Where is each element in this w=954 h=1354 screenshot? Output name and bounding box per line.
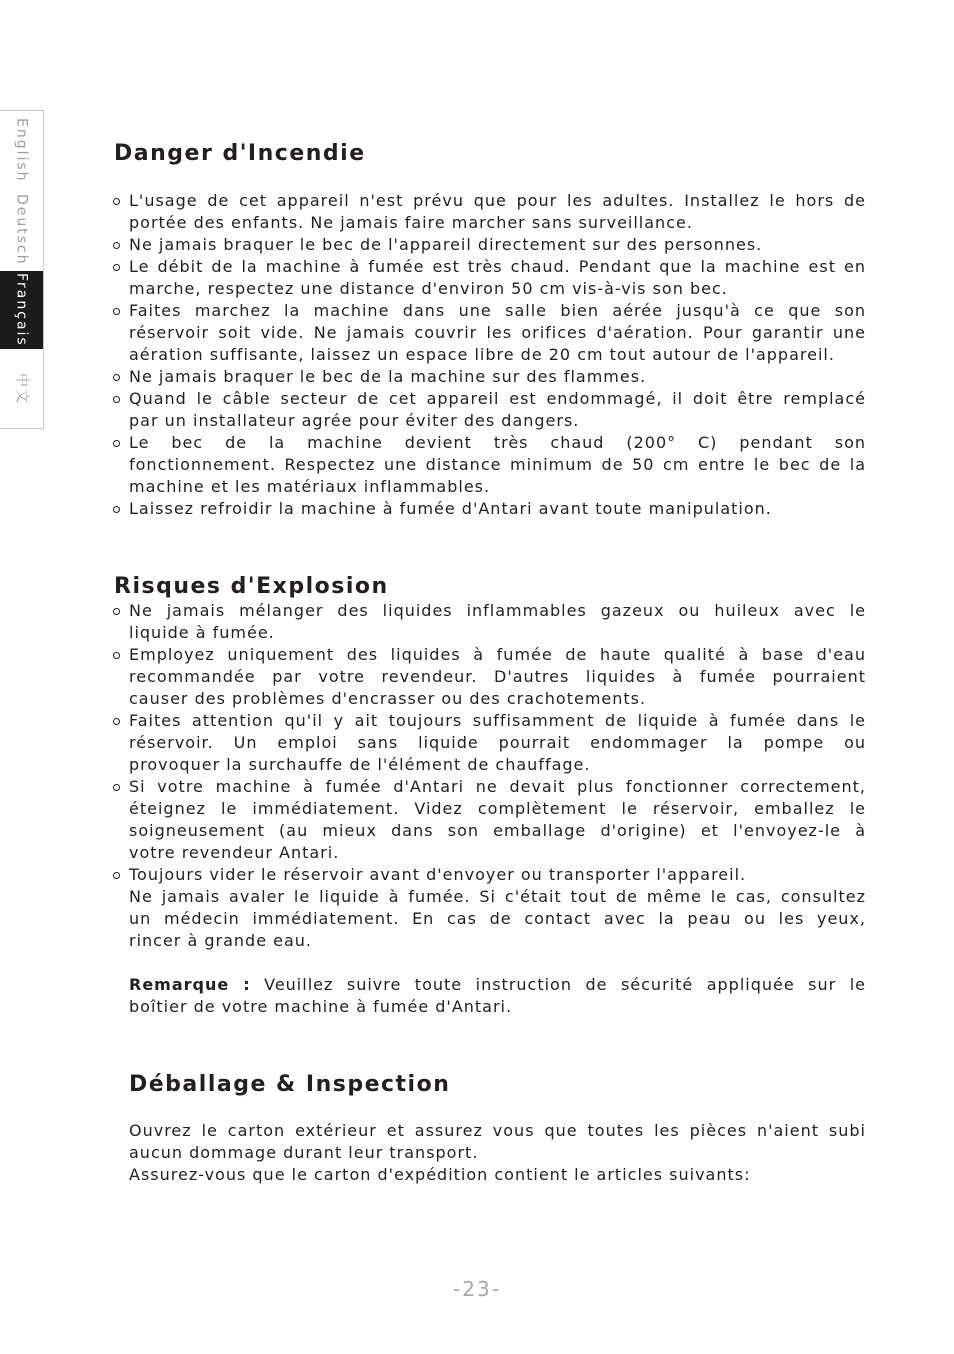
item-line (129, 256, 866, 278)
list-item (129, 388, 866, 432)
item-text: Ne jamais mélanger des liquides inflammables gazeux ou huileux avec le (129, 601, 866, 620)
item-text: aération suffisante, laissez un espace libre de 20 cm tout autour de l'appareil. (129, 345, 835, 364)
item-text: Toujours vider le réservoir avant d'envoyer ou transporter l'appareil. (129, 865, 747, 884)
item-line (129, 498, 866, 520)
language-tab-label: English (13, 117, 30, 183)
remark-label: Remarque : (129, 975, 251, 994)
item-line (129, 688, 866, 710)
paragraph-text: aucun dommage durant leur transport. (129, 1143, 479, 1162)
list-item (129, 644, 866, 710)
paragraph-spacer (129, 952, 866, 974)
language-tab-label: Français (13, 273, 30, 347)
section-title-explosion: Risques d'Explosion (114, 574, 389, 599)
item-line (129, 622, 866, 644)
language-tab-label: Deutsch (13, 194, 30, 266)
list-item (129, 776, 866, 864)
item-line (129, 322, 866, 344)
list-item (129, 300, 866, 366)
item-line (129, 732, 866, 754)
item-line (129, 644, 866, 666)
item-text: Laissez refroidir la machine à fumée d'Antari avant toute manipulation. (129, 499, 772, 518)
item-line (129, 300, 866, 322)
explosion-bullet-list (129, 600, 866, 1018)
paragraph-text: Ouvrez le carton extérieur et assurez vous que toutes les pièces n'aient subi (129, 1121, 866, 1140)
item-line (129, 410, 866, 432)
item-text: Quand le câble secteur de cet appareil est endommagé, il doit être remplacé (129, 389, 866, 408)
item-line (129, 366, 866, 388)
item-line (129, 754, 866, 776)
item-text: réservoir soit vide. Ne jamais couvrir les orifices d'aération. Pour garantir une (129, 323, 866, 342)
item-line (129, 798, 866, 820)
bullet-icon (113, 652, 120, 659)
bullet-icon (113, 308, 120, 315)
item-text: Le bec de la machine devient très chaud (200° C) pendant son (129, 433, 866, 452)
item-text: machine et les matériaux inflammables. (129, 477, 491, 496)
note-line (129, 908, 866, 930)
item-line (129, 710, 866, 732)
remark-text: Veuillez suivre toute instruction de sécurité appliquée sur le (264, 975, 867, 994)
item-text: Le débit de la machine à fumée est très chaud. Pendant que la machine est en (129, 257, 866, 276)
note-line (129, 930, 866, 952)
note-line (129, 886, 866, 908)
item-text: Faites attention qu'il y ait toujours suffisamment de liquide à fumée dans le (129, 711, 866, 730)
item-line (129, 600, 866, 622)
item-text: votre revendeur Antari. (129, 843, 340, 862)
bullet-icon (113, 608, 120, 615)
item-text: portée des enfants. Ne jamais faire marcher sans surveillance. (129, 213, 693, 232)
item-text: Ne jamais braquer le bec de l'appareil directement sur des personnes. (129, 235, 763, 254)
item-text: par un installateur agrée pour éviter des dangers. (129, 411, 580, 430)
item-text: Employez uniquement des liquides à fumée de haute qualité à base d'eau (129, 645, 866, 664)
bullet-icon (113, 396, 120, 403)
item-line (129, 278, 866, 300)
bullet-icon (113, 784, 120, 791)
list-item (129, 190, 866, 234)
list-item (129, 864, 866, 886)
unpacking-paragraph (129, 1120, 866, 1186)
remark-text: boîtier de votre machine à fumée d'Antari. (129, 997, 513, 1016)
item-text: Si votre machine à fumée d'Antari ne devait plus fonctionner correctement, (129, 777, 866, 796)
note-text: rincer à grande eau. (129, 931, 312, 950)
language-tab-label: 中文 (13, 372, 30, 405)
item-text: causer des problèmes d'encrasser ou des crachotements. (129, 689, 647, 708)
item-text: réservoir. Un emploi sans liquide pourrait endommager la pompe ou (129, 733, 866, 752)
list-item (129, 710, 866, 776)
item-text: provoquer la surchauffe de l'élément de chauffage. (129, 755, 591, 774)
item-text: Faites marchez la machine dans une salle bien aérée jusqu'à ce que son (129, 301, 866, 320)
page-number: -23- (453, 1277, 501, 1301)
language-tab-english (0, 111, 43, 189)
item-line (129, 432, 866, 454)
language-tab-francais (0, 271, 43, 349)
item-line (129, 212, 866, 234)
remark-paragraph (129, 974, 866, 1018)
bullet-icon (113, 718, 120, 725)
note-paragraph (129, 886, 866, 952)
bullet-icon (113, 506, 120, 513)
bullet-icon (113, 374, 120, 381)
note-text: un médecin immédiatement. En cas de contact avec la peau ou les yeux, (129, 909, 866, 928)
item-line (129, 864, 866, 886)
item-text: soigneusement (au mieux dans son emballage d'origine) et l'envoyez-le à (129, 821, 866, 840)
paragraph-line (129, 1142, 866, 1164)
item-line (129, 388, 866, 410)
item-text: fonctionnement. Respectez une distance minimum de 50 cm entre le bec de la (129, 455, 866, 474)
item-line (129, 190, 866, 212)
item-line (129, 454, 866, 476)
item-line (129, 776, 866, 798)
paragraph-line (129, 1120, 866, 1142)
item-text: L'usage de cet appareil n'est prévu que pour les adultes. Installez le hors de (129, 191, 866, 210)
list-item (129, 432, 866, 498)
language-tab-chinese (0, 349, 43, 428)
item-text: éteignez le immédiatement. Videz complètement le réservoir, emballez le (129, 799, 866, 818)
item-line (129, 666, 866, 688)
list-item (129, 234, 866, 256)
item-text: marche, respectez une distance d'environ 50 cm vis-à-vis son bec. (129, 279, 728, 298)
item-line (129, 842, 866, 864)
language-index-tabs (0, 110, 44, 429)
section-title-danger: Danger d'Incendie (114, 141, 366, 166)
list-item (129, 498, 866, 520)
bullet-icon (113, 242, 120, 249)
item-line (129, 476, 866, 498)
language-tab-deutsch (0, 189, 43, 271)
list-item (129, 366, 866, 388)
list-item (129, 256, 866, 300)
section-title-unpacking: Déballage & Inspection (129, 1072, 451, 1097)
list-item (129, 600, 866, 644)
item-line (129, 820, 866, 842)
note-text: Ne jamais avaler le liquide à fumée. Si c'était tout de même le cas, consultez (129, 887, 866, 906)
item-line (129, 344, 866, 366)
bullet-icon (113, 198, 120, 205)
remark-line (129, 996, 866, 1018)
item-text: recommandée par votre revendeur. D'autres liquides à fumée pourraient (129, 667, 866, 686)
bullet-icon (113, 440, 120, 447)
remark-line (129, 974, 866, 996)
item-line (129, 234, 866, 256)
danger-bullet-list (129, 190, 866, 520)
bullet-icon (113, 264, 120, 271)
bullet-icon (113, 872, 120, 879)
paragraph-line (129, 1164, 866, 1186)
item-text: liquide à fumée. (129, 623, 275, 642)
item-text: Ne jamais braquer le bec de la machine sur des flammes. (129, 367, 647, 386)
paragraph-text: Assurez-vous que le carton d'expédition contient le articles suivants: (129, 1165, 751, 1184)
